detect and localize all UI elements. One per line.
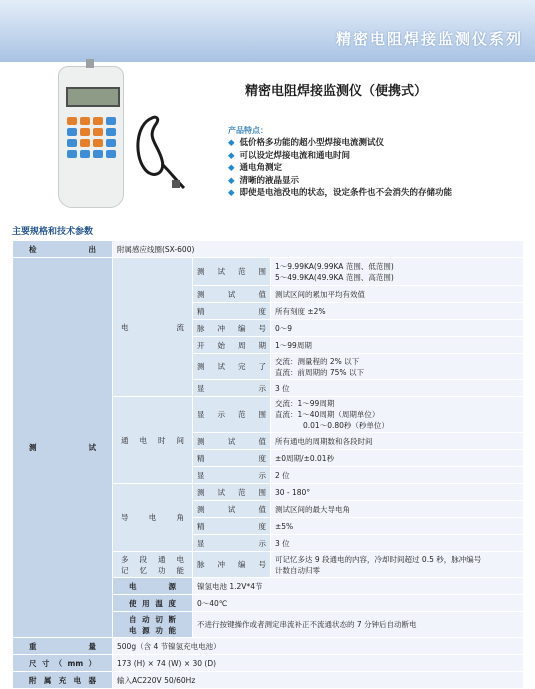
spec-value: 2 位 [271, 467, 524, 484]
device-key [106, 117, 116, 125]
device-photo [58, 66, 124, 208]
spec-sublabel: 显 示 [193, 535, 271, 552]
spec-label: 检 出 [13, 241, 113, 258]
spec-value: 交流：测量程的 2% 以下 直流：前周期的 75% 以下 [271, 354, 524, 380]
spec-group-angle: 导电角 [113, 484, 193, 552]
spec-label: 重 量 [13, 638, 113, 655]
spec-value: 输入AC220V 50/60Hz [113, 672, 524, 689]
spec-table [12, 240, 524, 689]
spec-group-current: 电 流 [113, 258, 193, 397]
spec-value: 1～9.99KA(9.99KA 范围、低范围) 5～49.9KA(49.9KA 范围、高范围) [271, 258, 524, 286]
spec-sublabel: 显 示 [193, 467, 271, 484]
spec-value: 测试区间的最大导电角 [271, 501, 524, 518]
diamond-bullet-icon: ◆ [228, 150, 235, 161]
list-item: ◆ 即使是电池没电的状态，设定条件也不会消失的存储功能 [228, 188, 453, 199]
table-row [13, 655, 524, 672]
device-key [93, 128, 103, 136]
device-key [93, 139, 103, 147]
list-item: ◆ 通电角测定 [228, 163, 283, 174]
spec-group-memory: 多段通电 记忆功能 [113, 552, 193, 578]
spec-label-test: 测 试 [13, 258, 113, 638]
device-connector [86, 59, 94, 68]
spec-value: 不进行按键操作或者测定串流补正不流通状态的 7 分钟后自动断电 [193, 612, 524, 638]
features-list [228, 137, 452, 200]
spec-value: 镍氢电池 1.2V*4节 [193, 578, 524, 595]
spec-label: 使用温度 [113, 595, 193, 612]
spec-value: 500g（含 4 节镍氢充电电池） [113, 638, 524, 655]
spec-label: 自动切断 电源功能 [113, 612, 193, 638]
spec-label: 电 源 [113, 578, 193, 595]
sensor-coil-photo [132, 114, 188, 192]
spec-sublabel: 显 示 [193, 380, 271, 397]
table-row [13, 258, 524, 286]
device-key [80, 139, 90, 147]
device-keypad [67, 117, 115, 158]
spec-sublabel: 测试完了 [193, 354, 271, 380]
spec-value: 30 - 180° [271, 484, 524, 501]
list-item: ◆ 清晰的液晶显示 [228, 175, 300, 186]
device-key [106, 150, 116, 158]
spec-value: 交流：1～99周期 直流：1～40周期（周期单位） 0.01～0.80秒（秒单位） [271, 397, 524, 433]
spec-sublabel: 开始周期 [193, 337, 271, 354]
series-title: 精密电阻焊接监测仪系列 [335, 30, 523, 48]
spec-value: ±5% [271, 518, 524, 535]
spec-section-title: 主要规格和技术参数 [12, 227, 94, 237]
diamond-bullet-icon: ◆ [228, 138, 235, 148]
spec-value: 所有通电的周期数和各段时间 [271, 433, 524, 450]
table-row [13, 672, 524, 689]
spec-value: 3 位 [271, 380, 524, 397]
header-band [0, 0, 535, 62]
spec-sublabel: 测试范围 [193, 258, 271, 286]
spec-value: ±0周期/±0.01秒 [271, 450, 524, 467]
table-row [13, 638, 524, 655]
spec-label: 附属充电器 [13, 672, 113, 689]
spec-value: 1～99周期 [271, 337, 524, 354]
device-key [80, 117, 90, 125]
device-key [80, 128, 90, 136]
diamond-bullet-icon: ◆ [228, 175, 235, 186]
spec-value: 可记忆多达 9 段通电的内容，冷却时间超过 0.5 秒，脉冲编号 计数自动归零 [271, 552, 524, 578]
spec-value: 0～9 [271, 320, 524, 337]
spec-value: 0～40℃ [193, 595, 524, 612]
spec-sublabel: 脉冲编号 [193, 320, 271, 337]
device-key [67, 150, 77, 158]
spec-sublabel: 精 度 [193, 303, 271, 320]
spec-value: 测试区间的累加平均有效值 [271, 286, 524, 303]
spec-sublabel: 测试范围 [193, 484, 271, 501]
device-key [67, 128, 77, 136]
spec-sublabel: 精 度 [193, 518, 271, 535]
device-lcd-screen [66, 87, 120, 107]
spec-group-time: 通电时间 [113, 397, 193, 484]
spec-value: 附属感应线圈(SX-600) [113, 241, 524, 258]
spec-sublabel: 测 试 值 [193, 286, 271, 303]
spec-sublabel: 精 度 [193, 450, 271, 467]
device-key [67, 117, 77, 125]
device-key [80, 150, 90, 158]
device-key [93, 117, 103, 125]
diamond-bullet-icon: ◆ [228, 188, 235, 199]
spec-sublabel: 测 试 值 [193, 501, 271, 518]
spec-sublabel: 脉冲编号 [193, 552, 271, 578]
product-title: 精密电阻焊接监测仪（便携式） [245, 84, 428, 99]
spec-sublabel: 显示范围 [193, 397, 271, 433]
spec-value: 所有刻度 ±2% [271, 303, 524, 320]
features-title: 产品特点： [228, 126, 268, 135]
device-key [67, 139, 77, 147]
spec-value: 3 位 [271, 535, 524, 552]
list-item: ◆ 低价格多功能的超小型焊接电流测试仪 [228, 138, 385, 148]
spec-value: 173 (H) × 74 (W) × 30 (D) [113, 655, 524, 672]
diamond-bullet-icon: ◆ [228, 163, 235, 174]
device-key [106, 128, 116, 136]
spec-sublabel: 测 试 值 [193, 433, 271, 450]
device-key [106, 139, 116, 147]
table-row [13, 241, 524, 258]
spec-label: 尺寸（mm） [13, 655, 113, 672]
list-item: ◆ 可以设定焊接电流和通电时间 [228, 150, 351, 161]
device-key [93, 150, 103, 158]
